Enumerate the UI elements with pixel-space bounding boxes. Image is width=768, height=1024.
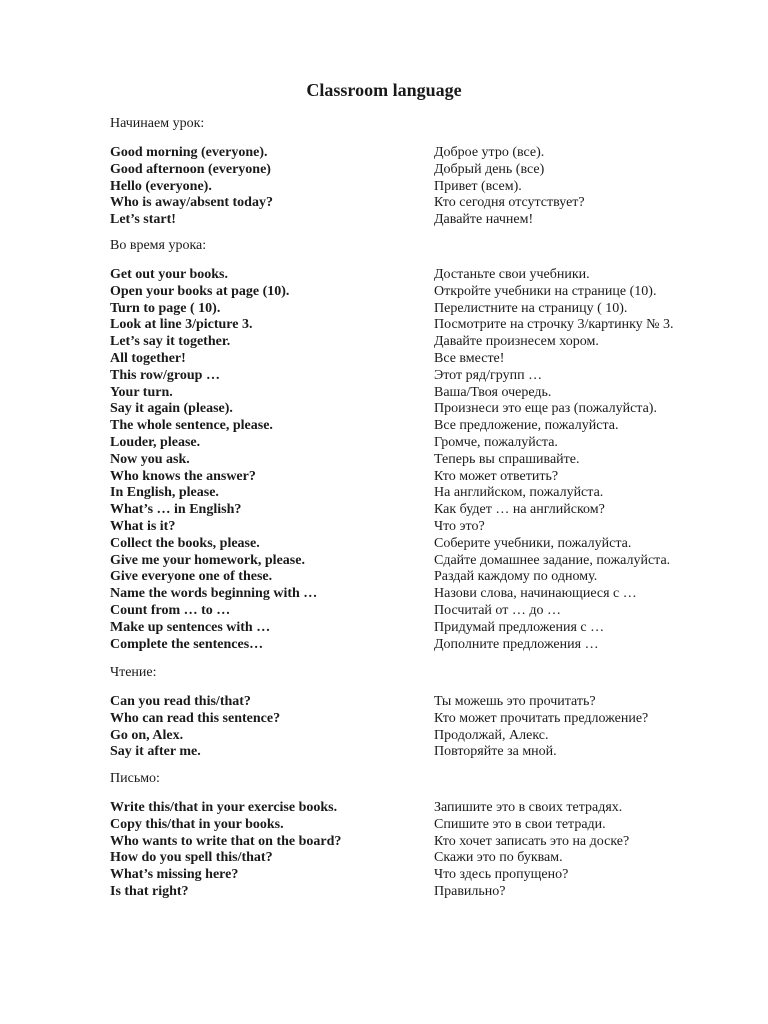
russian-translation: Этот ряд/групп … [434,367,543,383]
phrase-row [110,728,730,745]
english-phrase: Open your books at page (10). [110,283,290,299]
section-heading: Чтение: [110,665,157,680]
russian-translation: Продолжай, Алекс. [434,727,549,743]
phrase-row [110,850,730,867]
section-writing [110,770,730,901]
russian-translation: Давайте начнем! [434,212,534,228]
russian-translation: Теперь вы спрашивайте. [434,451,580,467]
phrase-row [110,817,730,834]
phrase-row [110,267,730,284]
russian-translation: Доброе утро (все). [434,145,545,160]
english-phrase: Let’s say it together. [110,334,231,350]
russian-translation: Повторяйте за мной. [434,744,557,760]
phrase-row [110,744,730,761]
english-phrase: Good morning (everyone). [110,145,268,160]
phrase-row [110,469,730,486]
phrase-row [110,536,730,553]
russian-translation: Соберите учебники, пожалуйста. [434,535,632,551]
section-start-lesson [110,115,730,229]
russian-translation: Кто может ответить? [434,468,559,484]
russian-translation: Громче, пожалуйста. [434,434,558,450]
english-phrase: Look at line 3/picture 3. [110,317,253,333]
russian-translation: Раздай каждому по одному. [434,569,598,585]
russian-translation: Назови слова, начинающиеся с … [434,586,637,602]
phrase-row [110,317,730,334]
english-phrase: Collect the books, please. [110,535,260,551]
english-phrase: Go on, Alex. [110,727,184,743]
phrase-row [110,485,730,502]
russian-translation: Сдайте домашнее задание, пожалуйста. [434,552,671,568]
phrase-row [110,284,730,301]
russian-translation: Посчитай от … до … [434,602,561,618]
phrase-row [110,162,730,179]
russian-translation: Все вместе! [434,350,505,366]
russian-translation: Дополните предложения … [434,636,599,652]
russian-translation: Кто может прочитать предложение? [434,710,649,726]
english-phrase: Who knows the answer? [110,468,256,484]
english-phrase: Copy this/that in your books. [110,816,284,832]
english-phrase: Now you ask. [110,451,190,467]
phrase-row [110,834,730,851]
english-phrase: Who can read this sentence? [110,710,281,726]
english-phrase: Turn to page ( 10). [110,300,221,316]
english-phrase: Hello (everyone). [110,178,212,194]
english-phrase: Say it after me. [110,744,201,760]
phrase-row [110,452,730,469]
english-phrase: Name the words beginning with … [110,586,318,602]
russian-translation: Кто хочет записать это на доске? [434,833,630,849]
english-phrase: Get out your books. [110,267,228,282]
phrase-row [110,145,730,162]
russian-translation: Придумай предложения с … [434,619,605,635]
phrase-row [110,553,730,570]
russian-translation: Произнеси это еще раз (пожалуйста). [434,401,657,417]
phrase-row [110,519,730,536]
page-title: Classroom language [306,80,462,100]
phrase-row [110,867,730,884]
phrase-row [110,195,730,212]
russian-translation: Добрый день (все) [434,161,545,177]
phrase-row [110,418,730,435]
section-heading: Во время урока: [110,238,207,253]
phrase-row [110,179,730,196]
phrase-row [110,884,730,901]
english-phrase: Is that right? [110,883,189,899]
english-phrase: How do you spell this/that? [110,850,273,866]
english-phrase: Good afternoon (everyone) [110,161,271,177]
russian-translation: Ты можешь это прочитать? [434,694,596,709]
russian-translation: Спишите это в свои тетради. [434,816,606,832]
phrase-row [110,694,730,711]
russian-translation: Правильно? [434,883,506,899]
phrase-row [110,435,730,452]
russian-translation: Перелистните на страницу ( 10). [434,300,628,316]
phrase-row [110,586,730,603]
english-phrase: All together! [110,350,186,366]
english-phrase: Who wants to write that on the board? [110,833,342,849]
phrase-row [110,212,730,229]
phrase-row [110,603,730,620]
russian-translation: Скажи это по буквам. [434,850,563,866]
english-phrase: Count from … to … [110,602,231,618]
phrase-row [110,711,730,728]
russian-translation: Запишите это в своих тетрадях. [434,800,623,815]
russian-translation: Посмотрите на строчку 3/картинку № 3. [434,317,674,333]
russian-translation: Откройте учебники на странице (10). [434,283,657,299]
english-phrase: The whole sentence, please. [110,418,273,434]
phrase-row [110,620,730,637]
russian-translation: Что это? [434,518,485,534]
russian-translation: На английском, пожалуйста. [434,485,604,501]
english-phrase: What’s missing here? [110,867,239,883]
russian-translation: Достаньте свои учебники. [434,267,590,282]
english-phrase: Who is away/absent today? [110,195,273,211]
phrase-row [110,301,730,318]
english-phrase: What’s … in English? [110,502,242,518]
russian-translation: Все предложение, пожалуйста. [434,418,619,434]
phrase-row [110,385,730,402]
english-phrase: Write this/that in your exercise books. [110,800,338,815]
russian-translation: Что здесь пропущено? [434,867,569,883]
phrase-row [110,368,730,385]
section-during-lesson [110,237,730,653]
russian-translation: Кто сегодня отсутствует? [434,195,585,211]
english-phrase: This row/group … [110,367,220,383]
phrase-row [110,800,730,817]
section-reading [110,664,730,761]
phrase-row [110,502,730,519]
english-phrase: Say it again (please). [110,401,233,417]
russian-translation: Как будет … на английском? [434,502,605,518]
english-phrase: In English, please. [110,485,219,501]
english-phrase: Give everyone one of these. [110,569,273,585]
english-phrase: Can you read this/that? [110,694,251,709]
phrase-row [110,637,730,654]
russian-translation: Давайте произнесем хором. [434,334,599,350]
english-phrase: Complete the sentences… [110,636,264,652]
english-phrase: What is it? [110,518,176,534]
phrase-row [110,401,730,418]
english-phrase: Give me your homework, please. [110,552,305,568]
russian-translation: Ваша/Твоя очередь. [434,384,552,400]
english-phrase: Your turn. [110,384,173,400]
russian-translation: Привет (всем). [434,178,522,194]
phrase-row [110,334,730,351]
english-phrase: Make up sentences with … [110,619,271,635]
english-phrase: Let’s start! [110,212,176,228]
english-phrase: Louder, please. [110,434,201,450]
section-heading: Начинаем урок: [110,116,205,131]
phrase-row [110,569,730,586]
section-heading: Письмо: [110,771,160,786]
phrase-row [110,351,730,368]
